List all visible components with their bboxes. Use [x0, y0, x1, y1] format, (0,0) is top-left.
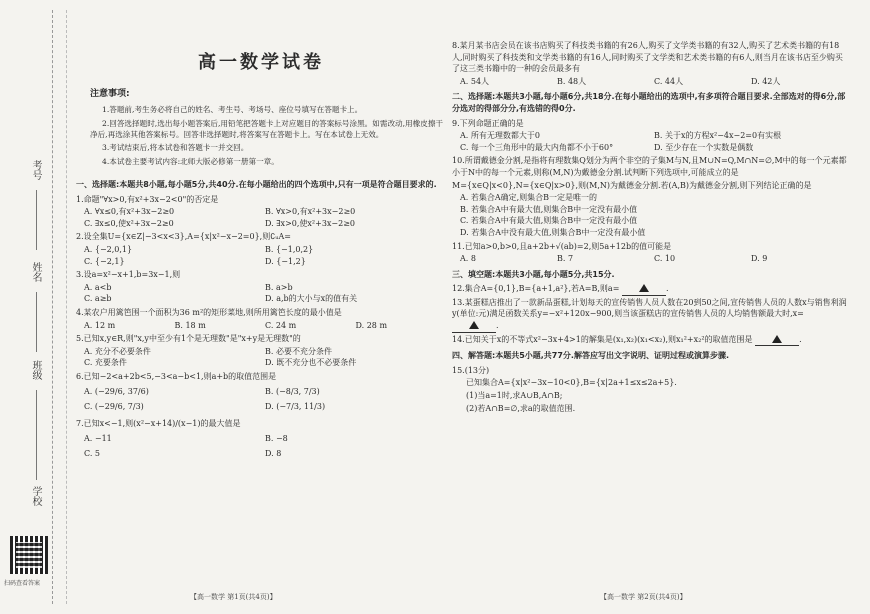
question-11-options [460, 253, 848, 265]
notice-item: 3.考试结束后,将本试卷和答题卡一并交回。 [102, 143, 249, 153]
triangle-icon [639, 284, 649, 292]
notice-item: 1.答题前,考生务必将自己的姓名、考生号、考场号、座位号填写在答题卡上。 [102, 105, 363, 115]
binding-margin [0, 0, 58, 614]
page-footer-right: 【高一数学 第2页(共4页)】 [600, 593, 687, 601]
question-7: 7.已知x<−1,则(x²−x+14)/(x−1)的最大值是 [76, 418, 241, 428]
page-title: 高一数学试卷 [198, 52, 324, 73]
option: C. 5 [84, 448, 101, 458]
option: C. ∃x≤0,使x²+3x−2≥0 [84, 218, 174, 228]
margin-label-name: 姓名 [30, 262, 41, 282]
question-13-text: 13.某蛋糕店推出了一款新品蛋糕,计划每天的宣传销售人员人数在20到50之间,宣传销售人员的人数x与销售利润y(单位:元)满足函数关系y=−x²+120x−900,则当该蛋糕店的宣传销售人员的人均销售额最大时,x= [452, 297, 847, 319]
option: A. 12 m [84, 320, 116, 330]
notice-heading: 注意事项: [90, 89, 130, 100]
seal-line [52, 10, 53, 604]
margin-label-exam-number: 考号 [30, 160, 41, 180]
right-column [452, 40, 848, 415]
question-1-options [84, 206, 446, 229]
question-2: 2.设全集U={x∈Z|−3<x<3},A={x|x²−x−2=0},则∁ᵤA= [76, 232, 291, 242]
option: B. 必要不充分条件 [265, 346, 332, 356]
question-5-options [84, 346, 446, 369]
question-5: 5.已知x,y∈R,则"x,y中至少有1个是无理数"是"x+y是无理数"的 [76, 334, 301, 344]
option: D. a,b的大小与x的值有关 [265, 294, 358, 304]
option: B. 若集合A中有最大值,则集合B中一定没有最小值 [460, 204, 638, 214]
question-14-text: 14.已知关于x的不等式x²−3x+4>1的解集是(x₁,x₂)(x₁<x₂),则x₁²+x₂²的取值范围是 [452, 334, 753, 344]
question-12-text: 12.集合A={0,1},B={a+1,a²},若A=B,则a= [452, 284, 620, 294]
option: B. −8 [265, 433, 288, 443]
option: B. {−1,0,2} [265, 245, 314, 255]
option: D. {−1,2} [265, 256, 306, 266]
option: D. 42人 [751, 76, 781, 86]
left-column [76, 0, 446, 463]
option: A. 若集合A确定,则集合B一定是唯一的 [460, 193, 598, 203]
option: C. 24 m [265, 320, 297, 330]
question-15-stem: 已知集合A={x|x²−3x−10<0},B={x|2a+1≤x≤2a+5}. [466, 378, 677, 388]
option: B. a>b [265, 282, 293, 292]
question-4: 4.某农户用篱笆围一个面积为36 m²的矩形菜地,则所用篱笆长度的最小值是 [76, 308, 342, 318]
option: D. 既不充分也不必要条件 [265, 358, 357, 368]
answer-blank [622, 283, 666, 296]
page-footer-left: 【高一数学 第1页(共4页)】 [190, 593, 277, 601]
option: A. ∀x≤0,有x²+3x−2≥0 [84, 207, 175, 217]
margin-line [36, 190, 37, 250]
option: D. 若集合A中没有最大值,则集合B中一定没有最小值 [460, 227, 646, 237]
question-2-options [84, 244, 446, 267]
option: C. a≥b [84, 294, 112, 304]
option: D. 至少存在一个实数是偶数 [654, 142, 754, 152]
option: B. 7 [557, 254, 574, 264]
option: C. 10 [654, 254, 676, 264]
notice-item: 2.回答选择题时,选出每小题答案后,用铅笔把答题卡上对应题目的答案标号涂黑。如需改动,用橡皮擦干净后,再选涂其他答案标号。回答非选择题时,将答案写在答题卡上。写在本试卷上无效。 [90, 118, 444, 139]
option: C. 充要条件 [84, 358, 127, 368]
margin-line [36, 292, 37, 352]
question-15-part-1: (1)当a=1时,求A∪B,A∩B; [466, 391, 563, 401]
option: B. ∀x>0,有x²+3x−2≥0 [265, 207, 356, 217]
question-4-options [84, 320, 446, 332]
option: B. 关于x的方程x²−4x−2=0有实根 [654, 131, 782, 141]
option: B. (−8/3, 7/3) [265, 386, 320, 396]
margin-label-class: 班级 [30, 360, 41, 380]
question-13: 13.某蛋糕店推出了一款新品蛋糕,计划每天的宣传销售人员人数在20到50之间,宣传销售人员的人数x与销售利润y(单位:元)满足函数关系y=−x²+120x−900,则当该蛋糕店的宣传销售人员的人均销售额最大时,x= . [452, 297, 848, 333]
seal-line-inner [66, 10, 67, 604]
triangle-icon [469, 321, 479, 329]
option: C. 若集合A中有最大值,则集合B中一定没有最小值 [460, 216, 638, 226]
answer-blank [452, 320, 496, 333]
option: A. 充分不必要条件 [84, 346, 151, 356]
section-heading: 三、填空题:本题共3小题,每小题5分,共15分. [452, 269, 615, 279]
question-3-options [84, 282, 446, 305]
question-1: 1.命题"∀x>0,有x²+3x−2<0"的否定是 [76, 194, 219, 204]
option: A. {−2,0,1} [84, 245, 133, 255]
option: A. (−29/6, 37/6) [84, 386, 149, 396]
qr-caption: 扫码查看答案 [4, 580, 41, 587]
question-9-options [460, 130, 848, 153]
question-10-options [460, 192, 848, 238]
option: A. 8 [460, 254, 476, 264]
option: C. 44人 [654, 76, 684, 86]
option: B. 18 m [174, 320, 206, 330]
question-15-heading: 15.(13分) [452, 365, 490, 375]
question-10: 10.所谓戴德金分割,是指将有理数集Q划分为两个非空的子集M与N,且M∪N=Q,M∩N=∅,M中的每一个元素都小于N中的每一个元素,则称(M,N)为戴德金分割.试判断下列选项中,可能成立的是 [452, 156, 847, 177]
triangle-icon [772, 335, 782, 343]
question-12: 12.集合A={0,1},B={a+1,a²},若A=B,则a= . [452, 283, 848, 296]
option: A. 所有无理数都大于0 [460, 131, 540, 141]
answer-blank [755, 334, 799, 347]
question-8: 8.某月某书店会员在该书店购买了科技类书籍的有26人,购买了文学类书籍的有32人,购买了艺术类书籍的有18人,同时购买了科技类和文学类书籍的有16人,同时购买了文学类和艺术类书籍的有6人,则当月在该书店至少购买了这三类书籍中的一种的会员最多有 [452, 41, 843, 74]
question-9: 9.下列命题正确的是 [452, 118, 524, 128]
question-10-continued: M={x∈Q|x<0},N={x∈Q|x>0},则(M,N)为戴德金分割.若(A,B)为戴德金分割,则下列结论正确的是 [452, 180, 812, 190]
option: A. a<b [84, 282, 112, 292]
section-heading: 一、选择题:本题共8小题,每小题5分,共40分.在每小题给出的四个选项中,只有一项是符合题目要求的. [76, 180, 437, 190]
option: D. ∃x>0,使x²+3x−2≥0 [265, 218, 356, 228]
question-6-options [84, 384, 446, 414]
margin-line [36, 390, 37, 480]
notice-item: 4.本试卷主要考试内容:北师大版必修第一册第一章。 [102, 156, 279, 166]
notice-list [76, 104, 446, 167]
question-14: 14.已知关于x的不等式x²−3x+4>1的解集是(x₁,x₂)(x₁<x₂),则x₁²+x₂²的取值范围是 . [452, 334, 848, 347]
qr-code [10, 536, 48, 574]
option: B. 48人 [557, 76, 587, 86]
question-11: 11.已知a>0,b>0,且a+2b+√(ab)=2,则5a+12b的值可能是 [452, 241, 672, 251]
option: A. −11 [84, 433, 112, 443]
section-heading: 四、解答题:本题共5小题,共77分.解答应写出文字说明、证明过程或演算步骤. [452, 351, 730, 361]
question-8-options [460, 76, 848, 88]
question-15-part-2: (2)若A∩B=∅,求a的取值范围. [466, 403, 576, 413]
question-3: 3.设a=x²−x+1,b=3x−1,则 [76, 270, 181, 280]
option: D. 8 [265, 448, 282, 458]
margin-label-school: 学校 [30, 486, 41, 506]
option: D. 28 m [355, 320, 388, 330]
option: C. 每一个三角形中的最大内角都不小于60° [460, 142, 614, 152]
option: C. {−2,1} [84, 256, 125, 266]
question-6: 6.已知−2<a+2b<5,−3<a−b<1,则a+b的取值范围是 [76, 372, 277, 381]
option: A. 54人 [460, 76, 490, 86]
section-heading: 二、选择题:本题共3小题,每小题6分,共18分.在每小题给出的选项中,有多项符合题目要求.全部选对的得6分,部分选对的得部分分,有选错的得0分. [452, 92, 846, 113]
question-7-options [84, 431, 446, 461]
option: D. 9 [751, 254, 768, 264]
option: C. (−29/6, 7/3) [84, 401, 144, 411]
option: D. (−7/3, 11/3) [265, 401, 326, 411]
